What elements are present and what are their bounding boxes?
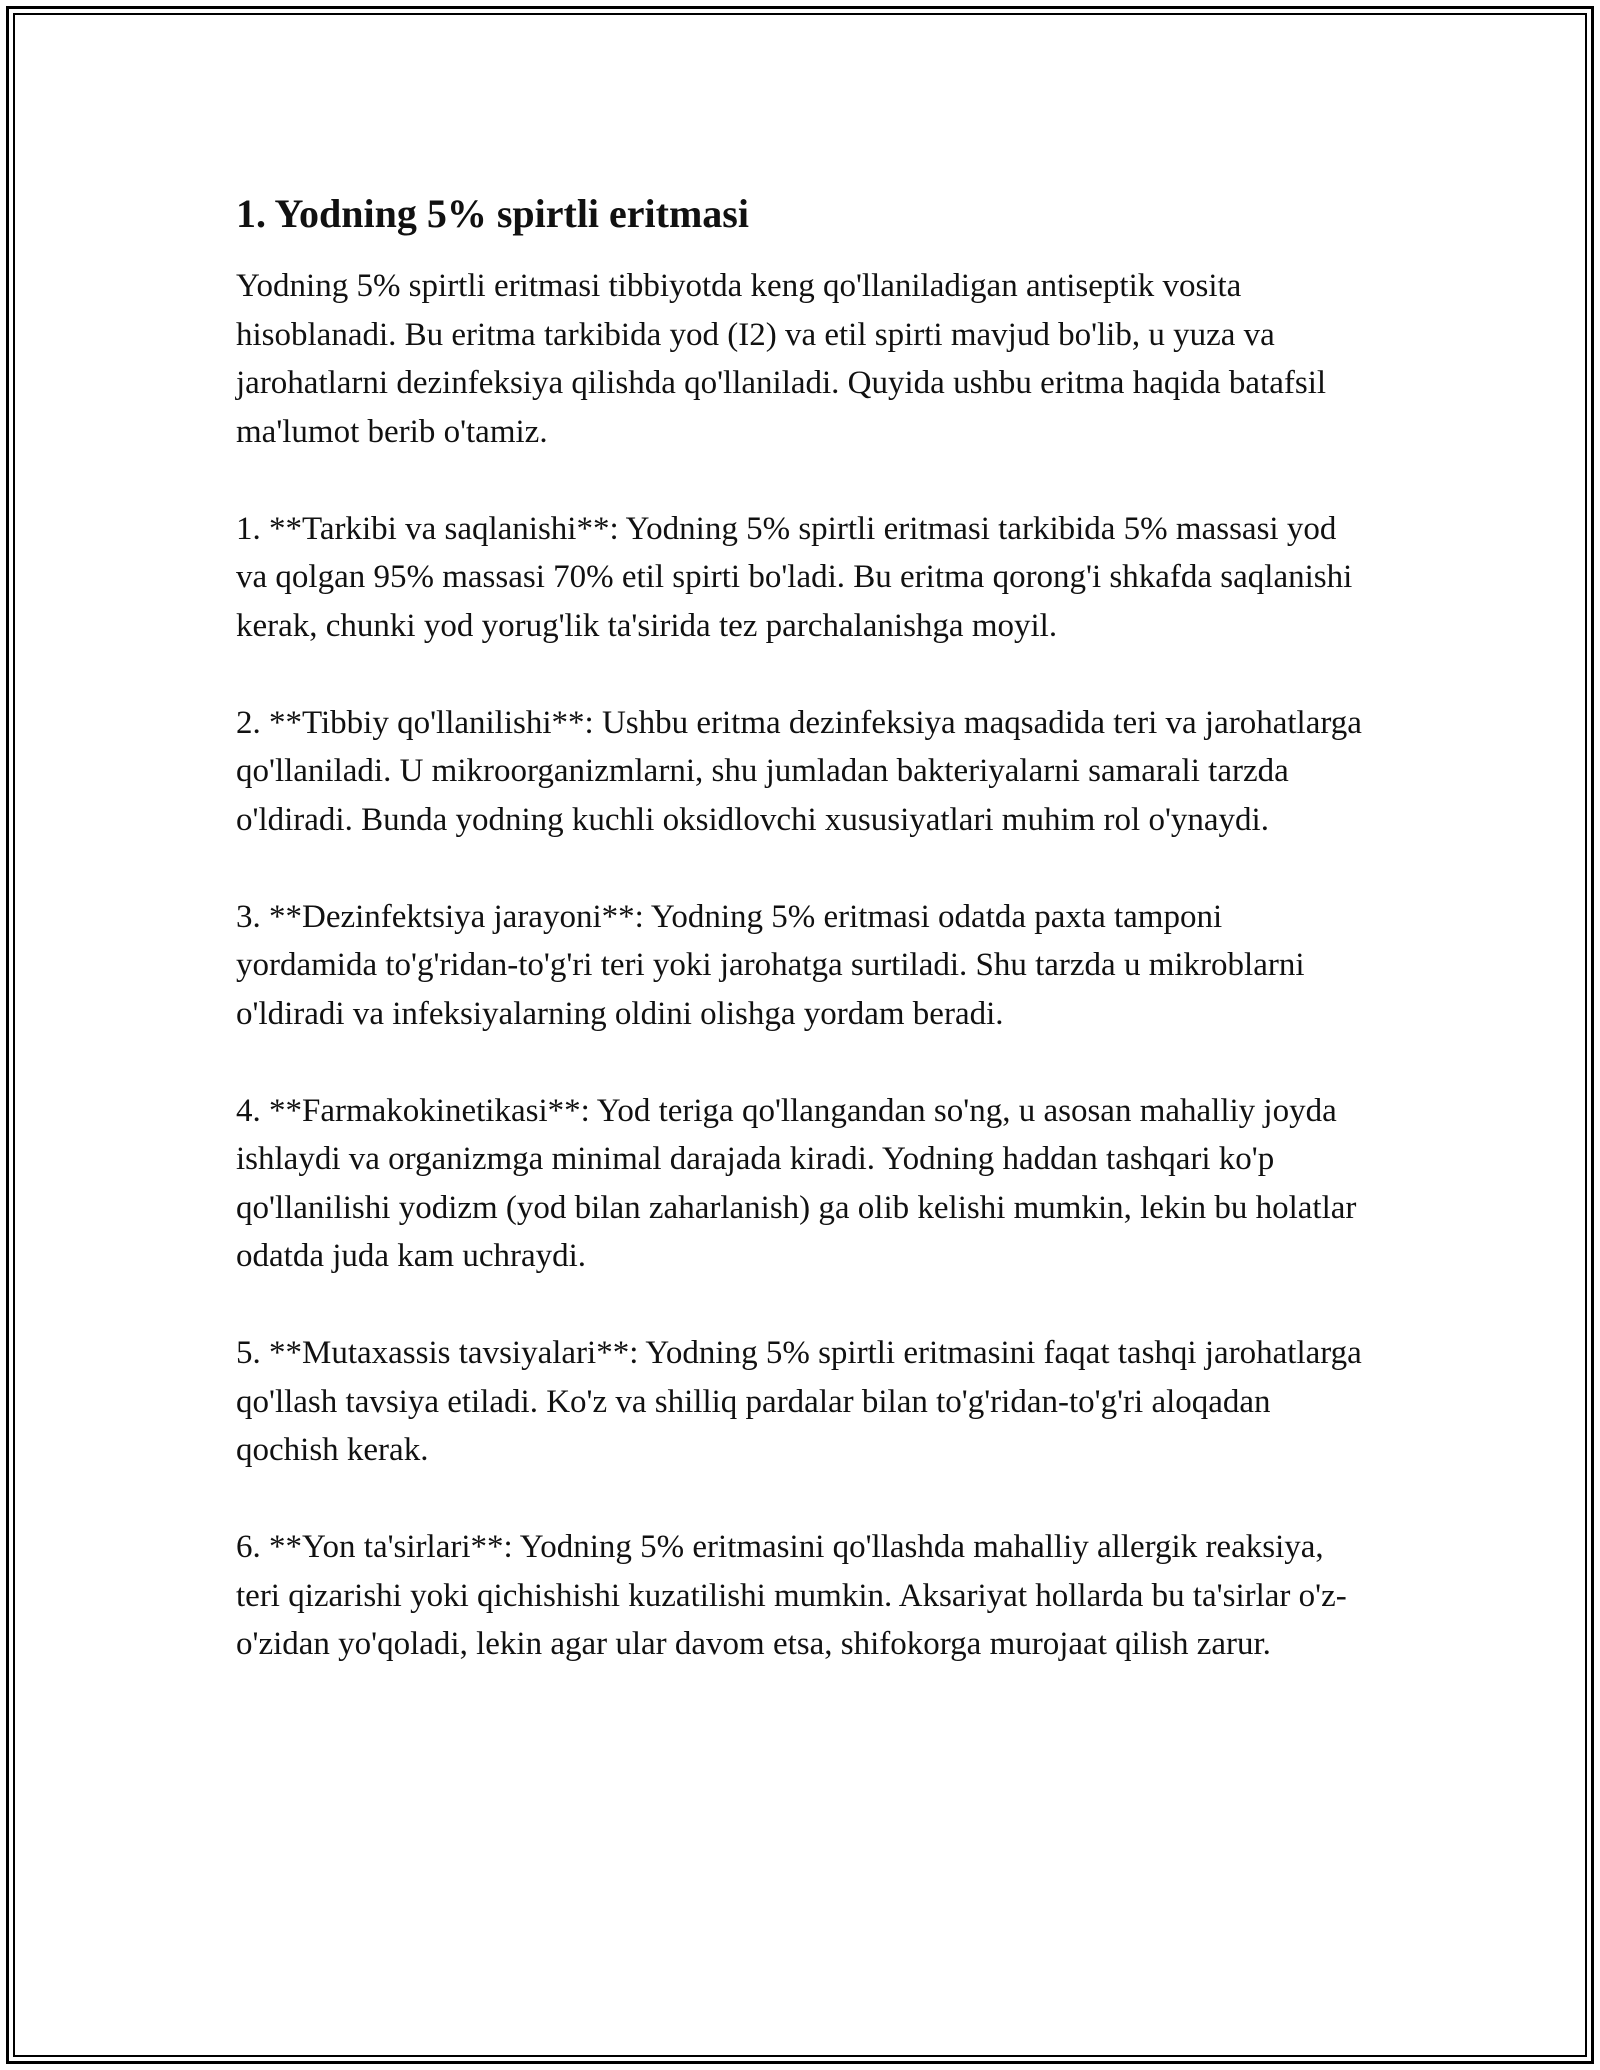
list-item-mutaxassis-tavsiyalari: 5. **Mutaxassis tavsiyalari**: Yodning 5% spirtli eritmasini faqat tashqi jarohatlarga qo'llash tavsiya etiladi. Ko'z va shilliq pardalar bilan to'g'ridan-to'g'ri aloqadan qochish kerak.: [236, 1335, 1362, 1468]
document-heading: 1. Yodning 5% spirtli eritmasi: [236, 191, 749, 236]
list-item-yon-tasirlari: 6. **Yon ta'sirlari**: Yodning 5% eritmasini qo'llashda mahalliy allergik reaksiya, teri qizarishi yoki qichishishi kuzatilishi mumkin. Aksariyat hollarda bu ta'sirlar o'z-o'zidan yo'qoladi, lekin agar ular davom etsa, shifokorga murojaat qilish zarur.: [236, 1529, 1347, 1662]
document-body: [236, 180, 1366, 1669]
list-item-tarkibi: 1. **Tarkibi va saqlanishi**: Yodning 5% spirtli eritmasi tarkibida 5% massasi yod va qolgan 95% massasi 70% etil spirti bo'ladi. Bu eritma qorong'i shkafda saqlanishi kerak, chunki yod yorug'lik ta'sirida tez parchalanishga moyil.: [236, 510, 1353, 644]
list-item-tibbiy-qollanilishi: 2. **Tibbiy qo'llanilishi**: Ushbu eritma dezinfeksiya maqsadida teri va jarohatlarga qo'llaniladi. U mikroorganizmlarni, shu jumladan bakteriyalarni samarali tarzda o'ldiradi. Bunda yodning kuchli oksidlovchi xususiyatlari muhim rol o'ynaydi.: [236, 704, 1362, 838]
intro-paragraph: Yodning 5% spirtli eritmasi tibbiyotda keng qo'llaniladigan antiseptik vosita hisoblanadi. Bu eritma tarkibida yod (I2) va etil spirti mavjud bo'lib, u yuza va jarohatlarni dezinfeksiya qilishda qo'llaniladi. Quyida ushbu eritma haqida batafsil ma'lumot berib o'tamiz.: [236, 268, 1327, 450]
list-item-farmakokinetikasi: 4. **Farmakokinetikasi**: Yod teriga qo'llangandan so'ng, u asosan mahalliy joyda ishlaydi va organizmga minimal darajada kiradi. Yodning haddan tashqari ko'p qo'llanilishi yodizm (yod bilan zaharlanish) ga olib kelishi mumkin, lekin bu holatlar odatda juda kam uchraydi.: [236, 1092, 1357, 1274]
list-item-dezinfektsiya: 3. **Dezinfektsiya jarayoni**: Yodning 5% eritmasi odatda paxta tamponi yordamida to'g'ridan-to'g'ri teri yoki jarohatga surtiladi. Shu tarzda u mikroblarni o'ldiradi va infeksiyalarning oldini olishga yordam beradi.: [236, 898, 1305, 1032]
